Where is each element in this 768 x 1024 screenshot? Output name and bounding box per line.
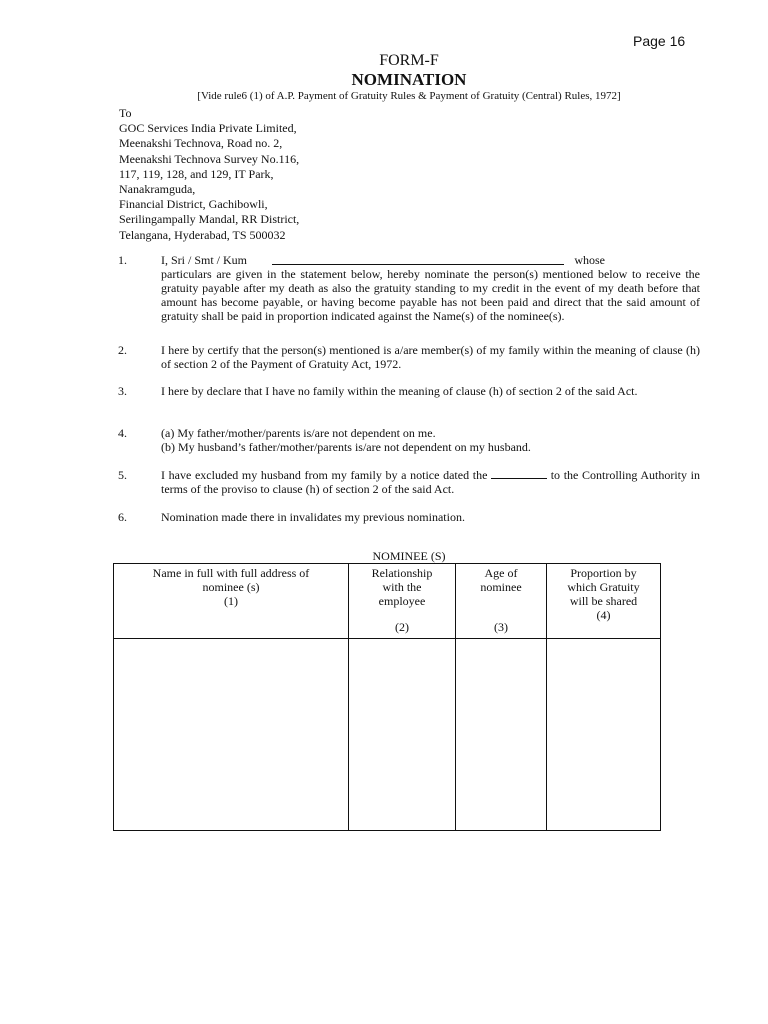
item-1-suffix: whose [574,253,605,267]
item-4 [118,426,700,454]
form-subtitle: [Vide rule6 (1) of A.P. Payment of Gratuity Rules & Payment of Gratuity (Central) Rules, 1972] [197,90,621,102]
column-header [547,564,661,639]
column-header [114,564,349,639]
address-line: Telangana, Hyderabad, TS 500032 [119,227,286,242]
item-1 [118,253,700,323]
address-line: Meenakshi Technova, Road no. 2, [119,136,283,151]
employee-name-field[interactable] [272,264,564,265]
item-number: 3. [118,384,127,398]
column-number: (2) [395,620,409,634]
address-line: Meenakshi Technova Survey No.116, [119,151,300,166]
recipient-address [119,106,299,243]
item-5-prefix: I have excluded my husband from my family by a notice dated the [161,468,488,482]
item-4-line-b: (b) My husband’s father/mother/parents is/are not dependent on my husband. [161,440,531,454]
column-number: (4) [596,608,611,622]
address-line: Nanakramguda, [119,182,196,197]
item-2-text: I here by certify that the person(s) mentioned is a/are member(s) of my family within the meaning of clause (h) of section 2 of the Payment of Gratuity Act, 1972. [161,343,700,371]
item-6-text: Nomination made there in invalidates my previous nomination. [161,510,465,524]
item-3 [118,384,700,398]
item-3-text: I here by declare that I have no family within the meaning of clause (h) of section 2 of the said Act. [161,384,638,398]
item-1-text: particulars are given in the statement below, hereby nominate the person(s) mentioned below to receive the gratuity payable after my death as also the gratuity standing to my credit in the event of my death before that amount has become payable, or having become payable has not been paid and direct that the said amount of gratuity shall be paid in proportion indicated against the Name(s) of the nominee(s). [161,267,700,323]
form-title: FORM-F [379,52,439,69]
form-heading: NOMINATION [351,70,467,89]
notice-date-field[interactable] [491,468,547,479]
column-number: (1) [224,594,238,608]
address-to: To [119,106,132,120]
column-number: (3) [494,620,508,634]
address-line: 117, 119, 128, and 129, IT Park, [119,166,274,181]
item-1-prefix: I, Sri / Smt / Kum [161,253,248,267]
column-label: Name in full with full address of nominee (s) [152,566,310,594]
page-number: Page 16 [633,33,686,49]
item-number: 6. [118,510,127,524]
table-row [114,639,661,831]
item-5 [118,468,700,496]
table-header-row [114,564,661,639]
item-2 [118,343,700,371]
column-label: Relationship with the employee [371,566,433,608]
item-number: 4. [118,426,127,440]
item-4-line-a: (a) My father/mother/parents is/are not dependent on me. [161,426,436,440]
column-label: Age of nominee [480,566,522,594]
item-number: 5. [118,468,127,482]
item-number: 2. [118,343,127,357]
item-5-suffix: to the Controlling Authority in terms of the proviso to clause (h) of section 2 of the said Act. [161,468,700,496]
proportion-cell[interactable] [547,639,661,831]
column-label: Proportion by which Gratuity will be shared [567,566,640,608]
address-line: Serilingampally Mandal, RR District, [119,212,300,227]
nominee-table [113,563,661,831]
nominee-caption: NOMINEE (S) [372,549,446,563]
relationship-cell[interactable] [349,639,456,831]
item-6 [118,510,700,524]
age-cell[interactable] [456,639,547,831]
nominee-name-cell[interactable] [114,639,349,831]
column-header [456,564,547,639]
column-header [349,564,456,639]
item-number: 1. [118,253,127,267]
address-line: GOC Services India Private Limited, [119,121,297,136]
address-line: Financial District, Gachibowli, [119,197,268,212]
